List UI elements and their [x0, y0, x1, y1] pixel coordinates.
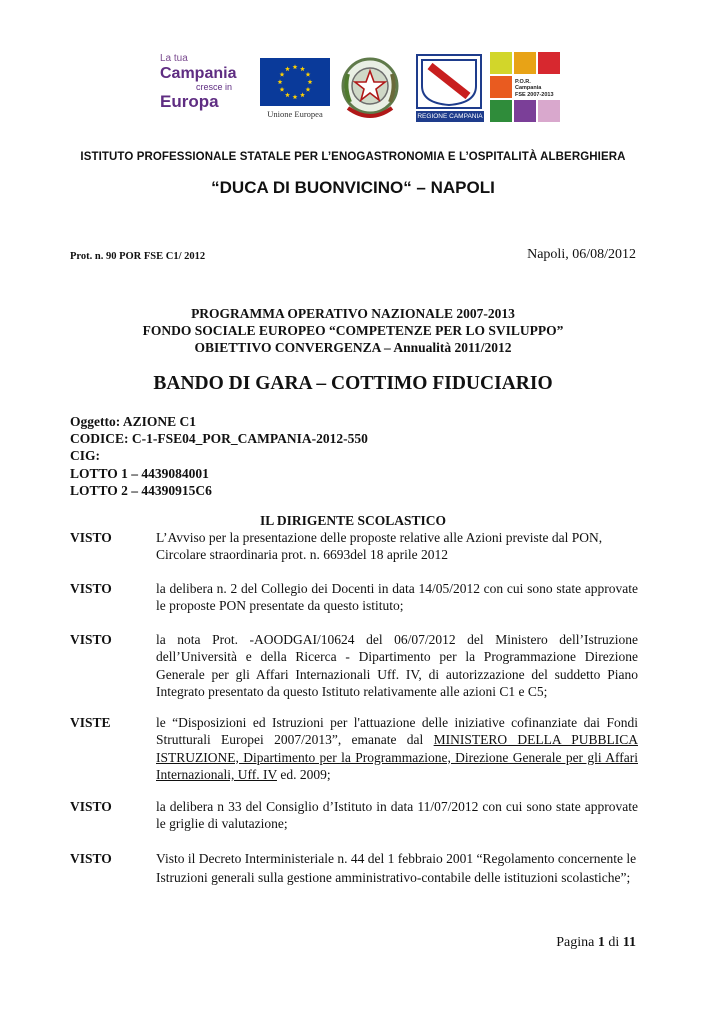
emblem-icon — [338, 52, 402, 124]
campania-logo-line1: La tua — [160, 53, 188, 64]
clause-text: la delibera n. 2 del Collegio dei Docenti in data 14/05/2012 con cui sono state approvate le proposte PON presentate da questo istituto; — [156, 581, 638, 614]
clause-viste-disposizioni — [70, 714, 638, 783]
clause-visto-avviso — [70, 529, 638, 564]
clause-text: L’Avviso per la presentazione delle proposte relative alle Azioni previste dal PON, Circolare straordinaria prot. n. 6693del 18 aprile 2012 — [156, 530, 603, 563]
clause-text: la nota Prot. -AOODGAI/10624 del 06/07/2012 del Ministero dell’Istruzione dell’Università e della Ricerca - Dipartimento per la Programmazione Direzione Generale per gli Affari Internazionali Uff. IV, di autorizzazione del suddetto Piano Integrato presentato da questo Istituto relativamente alle azioni C1 e C5; — [156, 632, 638, 699]
clause-visto-delibera-consiglio — [70, 798, 638, 833]
protocol-number: Prot. n. 90 POR FSE C1/ 2012 — [70, 251, 206, 262]
subject-block — [70, 413, 368, 499]
institute-name: “DUCA DI BUONVICINO“ – NAPOLI — [211, 178, 495, 197]
campania-logo-line3: cresce in — [196, 82, 233, 92]
document-title: BANDO DI GARA – COTTIMO FIDUCIARIO — [153, 373, 553, 394]
logo-bar — [150, 50, 570, 130]
page-number — [556, 935, 636, 951]
total-pages: 11 — [622, 935, 636, 950]
por-campania-fse-logo — [490, 52, 562, 124]
clause-keyword: VISTE — [70, 715, 111, 730]
regione-logo-caption: REGIONE CAMPANIA — [417, 113, 483, 120]
clause-keyword: VISTO — [70, 799, 112, 814]
programme-line: PROGRAMMA OPERATIVO NAZIONALE 2007-2013 — [191, 306, 515, 321]
document-date: Napoli, 06/08/2012 — [527, 247, 636, 262]
clause-keyword: VISTO — [70, 530, 112, 545]
por-logo-line1: P.O.R. — [515, 79, 531, 85]
clause-keyword: VISTO — [70, 581, 112, 596]
regione-campania-logo — [416, 54, 484, 126]
regione-crest-icon — [418, 56, 480, 107]
subject-line: CIG: — [70, 448, 100, 464]
programme-line: FONDO SOCIALE EUROPEO “COMPETENZE PER LO SVILUPPO” — [142, 323, 564, 338]
clause-text-part: ed. 2009; — [276, 766, 331, 782]
subject-line: CODICE: C-1-FSE04_POR_CAMPANIA-2012-550 — [70, 431, 368, 447]
subject-line: LOTTO 1 – 4439084001 — [70, 465, 209, 481]
clause-visto-decreto — [70, 850, 638, 887]
clause-keyword: VISTO — [70, 632, 112, 647]
regione-shield-icon — [416, 54, 482, 109]
section-heading-dirigente: IL DIRIGENTE SCOLASTICO — [259, 513, 447, 528]
clause-visto-delibera-collegio — [70, 580, 638, 615]
page-prefix: Pagina — [556, 935, 598, 950]
clause-text: la delibera n 33 del Consiglio d’Istituto in data 11/07/2012 con cui sono state approvate le griglie di valutazione; — [156, 799, 638, 832]
ministry-reference: MINISTERO DELLA PUBBLICA ISTRUZIONE, Dipartimento per la Programmazione, Direzione Generale per gli Affari Internazionali, Uff. IV — [156, 732, 638, 782]
por-logo-line3: FSE 2007-2013 — [515, 91, 554, 98]
por-logo-line2: Campania — [515, 85, 542, 92]
por-color-grid — [490, 52, 562, 124]
institute-title: ISTITUTO PROFESSIONALE STATALE PER L’ENOGASTRONOMIA E L’OSPITALITÀ ALBERGHIERA — [80, 151, 626, 163]
programme-line: OBIETTIVO CONVERGENZA – Annualità 2011/2012 — [194, 340, 512, 355]
eu-flag-icon — [260, 58, 330, 106]
clause-text — [156, 714, 638, 783]
clause-text: Visto il Decreto Interministeriale n. 44 del 1 febbraio 2001 “Regolamento concernente le Istruzioni generali sulla gestione amministrativo-contabile delle istituzioni scolastiche”; — [156, 851, 637, 885]
campania-europa-logo — [160, 54, 255, 120]
campania-logo-line4: Europa — [160, 92, 219, 111]
eu-logo — [260, 58, 330, 119]
campania-logo-line2: Campania — [160, 65, 237, 82]
por-logo-text — [515, 79, 563, 98]
clause-visto-nota-ministero — [70, 631, 638, 700]
current-page: 1 — [597, 935, 605, 950]
programme-heading — [70, 305, 636, 356]
italian-republic-emblem — [338, 52, 402, 124]
eu-logo-caption: Unione Europea — [267, 109, 323, 119]
subject-line: LOTTO 2 – 44390915C6 — [70, 482, 212, 498]
clause-keyword: VISTO — [70, 851, 112, 866]
page-middle: di — [604, 935, 623, 950]
subject-line: Oggetto: AZIONE C1 — [70, 414, 196, 429]
clause-text-part: le “Disposizioni ed Istruzioni per l'attuazione delle iniziative cofinanziate dai Fondi Strutturali Europei 2007/2013”, emanate dal — [156, 715, 638, 748]
